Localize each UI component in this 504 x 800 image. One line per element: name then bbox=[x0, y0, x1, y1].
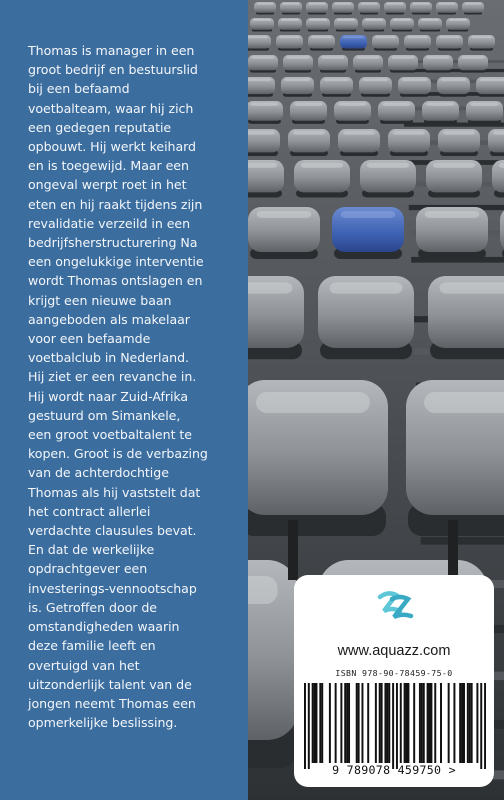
blurb-line: Thomas als hij vaststelt dat bbox=[28, 484, 201, 500]
blurb-line: omstandigheden waarin bbox=[28, 619, 180, 635]
barcode-bar bbox=[461, 683, 463, 763]
barcode-bar bbox=[404, 683, 406, 763]
barcode-bar bbox=[427, 683, 429, 763]
blurb-line: en is toegewijd. Maar een bbox=[28, 158, 189, 174]
barcode-bar bbox=[361, 683, 363, 763]
barcode-bar bbox=[340, 683, 342, 763]
barcode-bar bbox=[367, 683, 369, 763]
blurb-line: jongen neemt Thomas een bbox=[28, 695, 196, 711]
barcode-bar bbox=[344, 683, 346, 763]
blurb-line: het contract allerlei bbox=[28, 503, 151, 519]
barcode-bar bbox=[396, 683, 398, 769]
barcode-bar bbox=[400, 683, 402, 763]
blurb-line: groot bedrijf en bestuurslid bbox=[28, 62, 198, 78]
barcode-bar bbox=[453, 683, 455, 763]
barcode-bar bbox=[471, 683, 473, 763]
blurb-line: opdrachtgever een bbox=[28, 561, 148, 577]
blurb-line: aangeboden als makelaar bbox=[28, 311, 190, 327]
barcode-bar bbox=[381, 683, 383, 763]
blurb-line: voetbalteam, waar hij zich bbox=[28, 100, 194, 116]
barcode-bar bbox=[480, 683, 482, 769]
barcode-bar bbox=[304, 683, 306, 769]
barcode-bar bbox=[314, 683, 316, 763]
blurb-line: een ongelukkige interventie bbox=[28, 254, 204, 270]
aquazz-logo-icon bbox=[374, 585, 416, 627]
blurb-line: verdachte clausules bevat. bbox=[28, 523, 197, 539]
blurb-line: bedrijfsherstructurering Na bbox=[28, 235, 198, 251]
barcode-bar bbox=[358, 683, 360, 763]
barcode-bar bbox=[348, 683, 350, 763]
barcode-digits: 9 789078 459750 > bbox=[332, 763, 456, 777]
barcode-bar bbox=[463, 683, 465, 763]
barcode-bar bbox=[375, 683, 377, 763]
blurb-panel bbox=[0, 0, 248, 800]
blurb-text bbox=[28, 41, 243, 732]
barcode-bar bbox=[335, 683, 337, 763]
publisher-website: www.aquazz.com bbox=[337, 643, 451, 659]
barcode-bar bbox=[384, 683, 386, 763]
barcode-bar bbox=[440, 683, 442, 763]
barcode-bar bbox=[467, 683, 469, 763]
barcode-bar bbox=[312, 683, 314, 763]
blurb-line: opbouwt. Hij werkt keihard bbox=[28, 139, 196, 155]
blurb-line: Thomas is manager in een bbox=[28, 43, 195, 58]
barcode-bar bbox=[423, 683, 425, 763]
barcode-bar bbox=[429, 683, 431, 763]
blurb-line: eten en hij raakt tijdens zijn bbox=[28, 196, 203, 212]
blurb-line: opmerkelijke beslissing. bbox=[28, 715, 178, 731]
barcode-bar bbox=[407, 683, 409, 763]
blurb-line: overtuigd van het bbox=[28, 657, 140, 673]
barcode-bar bbox=[434, 683, 436, 763]
barcode-bar bbox=[321, 683, 323, 763]
barcode-bar bbox=[430, 683, 432, 763]
barcode-bar bbox=[406, 683, 408, 763]
barcode-bar bbox=[388, 683, 390, 763]
barcode-bar bbox=[329, 683, 331, 763]
blurb-line: krijgt een nieuwe baan bbox=[28, 292, 172, 308]
blurb-line: een groot voetbaltalent te bbox=[28, 427, 192, 443]
blurb-line: Hij wordt naar Zuid-Afrika bbox=[28, 388, 189, 404]
barcode-bar bbox=[379, 683, 381, 763]
isbn-barcode bbox=[304, 683, 486, 769]
barcode-bar bbox=[469, 683, 471, 763]
blurb-line: kopen. Groot is de verbazing bbox=[28, 446, 208, 462]
blurb-line: van de achterdochtige bbox=[28, 465, 169, 481]
publisher-barcode-box bbox=[294, 575, 494, 787]
blurb-line: uitzonderlijk talent van de bbox=[28, 676, 192, 692]
blurb-line: is. Getroffen door de bbox=[28, 599, 157, 615]
barcode-bar bbox=[386, 683, 388, 763]
barcode-bar bbox=[421, 683, 423, 763]
blurb-line: een gedegen reputatie bbox=[28, 119, 172, 135]
blurb-line: Hij ziet er een revanche in. bbox=[28, 369, 197, 385]
blurb-line: wordt Thomas ontslagen en bbox=[28, 273, 203, 289]
blurb-line: gestuurd om Simankele, bbox=[28, 407, 181, 423]
isbn-label: ISBN 978-90-78459-75-0 bbox=[335, 668, 453, 678]
barcode-bar bbox=[315, 683, 317, 763]
blurb-line: deze familie leeft en bbox=[28, 638, 156, 654]
barcode-bar bbox=[448, 683, 450, 763]
blurb-line: voetbalclub in Nederland. bbox=[28, 350, 189, 366]
blurb-line: En dat de werkelijke bbox=[28, 542, 155, 558]
barcode-bar bbox=[413, 683, 415, 763]
blurb-line: ongeval werpt roet in het bbox=[28, 177, 187, 193]
barcode-bar bbox=[319, 683, 321, 763]
barcode-bar bbox=[419, 683, 421, 763]
barcode-bar bbox=[459, 683, 461, 763]
barcode-bar bbox=[346, 683, 348, 763]
barcode-bar bbox=[308, 683, 310, 769]
barcode-bar bbox=[356, 683, 358, 763]
blurb-line: investerings-vennootschap bbox=[28, 580, 197, 596]
blurb-line: voor een befaamde bbox=[28, 331, 151, 347]
blurb-line: revalidatie verzeild in een bbox=[28, 215, 191, 231]
barcode-bar bbox=[484, 683, 486, 769]
barcode-bar bbox=[476, 683, 478, 763]
barcode-bar bbox=[392, 683, 394, 769]
blurb-line: bij een befaamd bbox=[28, 81, 130, 97]
